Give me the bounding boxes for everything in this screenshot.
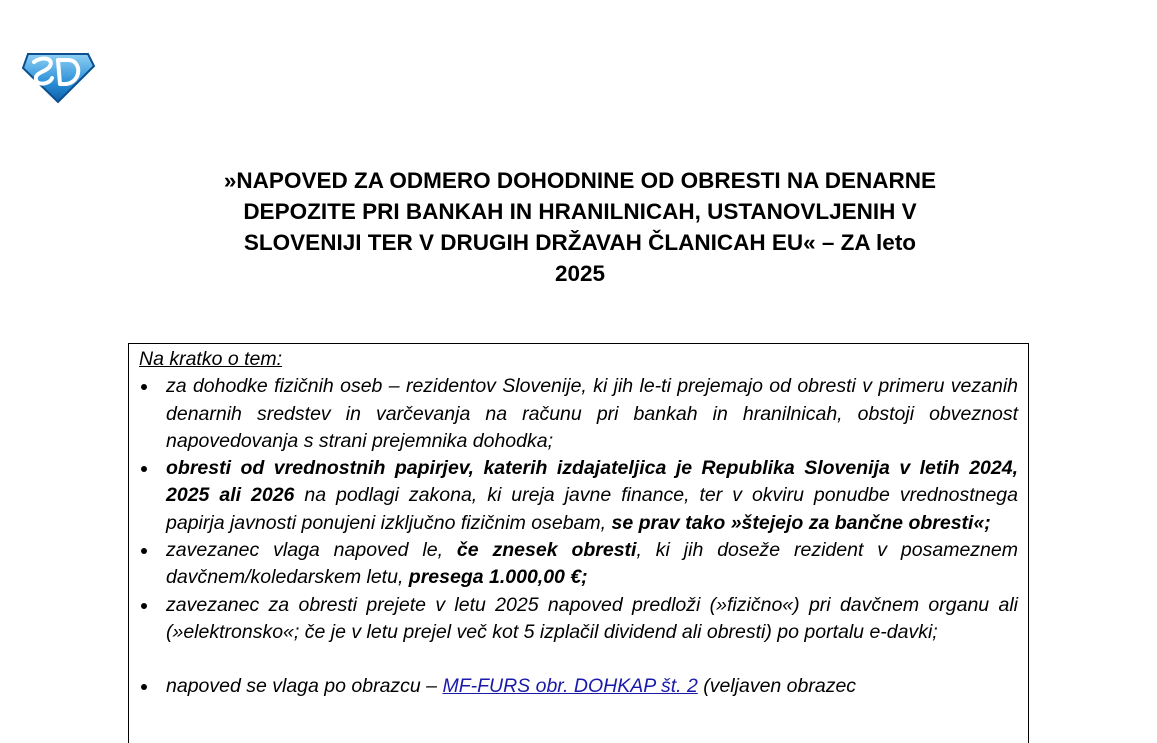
list-item xyxy=(139,373,1018,455)
title-line: »NAPOVED ZA ODMERO DOHODNINE OD OBRESTI NA DENARNE xyxy=(223,168,937,193)
item-bold-text: obresti od vrednostnih papirjev, katerih izdajateljica je Republika Slovenija v letih 2024, 2025 ali 2026 xyxy=(166,457,1018,507)
item-text: na podlagi zakona, ki ureja javne finance, ter v okviru ponudbe vrednostnega papirja javnosti ponujeni izključno fizičnim osebam, xyxy=(166,484,1018,534)
item-text: zavezanec za obresti prejete v letu 2025 napoved predloži (»fizično«) pri davčnem organu ali (»elektronsko«; če je v letu prejel več kot 5 izplačil dividend ali obresti) po portalu e-davki; xyxy=(166,593,1018,643)
item-bold-text: se prav tako »štejejo za bančne obresti«; xyxy=(611,511,991,534)
list-item xyxy=(139,455,1018,537)
item-text: napoved se vlaga po obrazcu – xyxy=(166,675,443,698)
title-line: 2025 xyxy=(554,261,606,286)
item-text: zavezanec vlaga napoved le, xyxy=(166,539,457,562)
title-line: SLOVENIJI TER V DRUGIH DRŽAVAH ČLANICAH EU« – ZA leto xyxy=(243,230,917,255)
list-item xyxy=(139,673,1018,700)
item-bold-text: če znesek obresti xyxy=(456,539,637,562)
item-text: za dohodke fizičnih oseb – rezidentov Slovenije, ki jih le-ti prejemajo od obresti v primeru vezanih denarnih sredstev in varčevanja na računu pri bankah in hranilnicah, obstoji obveznost napovedovanja s strani prejemnika dohodka; xyxy=(166,375,1018,452)
document-title xyxy=(140,165,1020,289)
item-text: , ki jih doseže rezident v posameznem davčnem/koledarskem letu, xyxy=(166,539,1018,589)
item-bold-text: presega 1.000,00 €; xyxy=(408,566,588,589)
summary-heading: Na kratko o tem: xyxy=(139,348,283,370)
item-text: (veljaven obrazec xyxy=(697,675,857,698)
form-link[interactable]: MF-FURS obr. DOHKAP št. 2 xyxy=(442,675,698,698)
summary-list xyxy=(139,373,1018,700)
summary-box xyxy=(128,343,1029,743)
list-item xyxy=(139,592,1018,647)
title-line: DEPOZITE PRI BANKAH IN HRANILNICAH, USTANOVLJENIH V xyxy=(243,199,917,224)
logo-shield-icon xyxy=(20,48,96,104)
list-item xyxy=(139,537,1018,592)
